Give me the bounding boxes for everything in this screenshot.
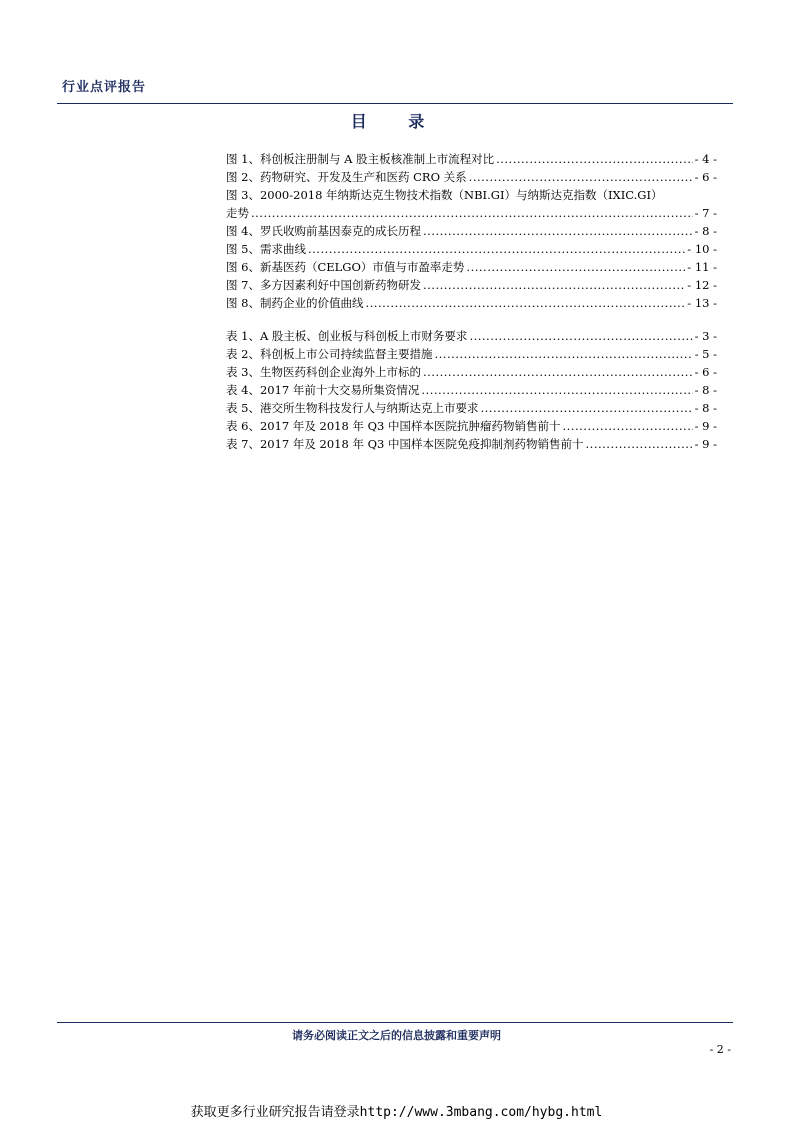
leader-dots: [563, 417, 693, 435]
toc-entry-figure-1[interactable]: [226, 150, 717, 168]
toc-entry-figure-8[interactable]: [226, 294, 717, 312]
leader-dots: [365, 294, 685, 312]
leader-dots: [480, 399, 692, 417]
toc-entry-page: - 4 -: [694, 152, 717, 166]
toc-entry-figure-5[interactable]: [226, 240, 717, 258]
toc-entry-label: 表 2、科创板上市公司持续监督主要措施: [226, 347, 433, 361]
toc-entry-label: 图 4、罗氏收购前基因泰克的成长历程: [226, 224, 421, 238]
leader-dots: [423, 363, 693, 381]
leader-dots: [251, 204, 693, 222]
toc-entry-label: 表 6、2017 年及 2018 年 Q3 中国样本医院抗肿瘤药物销售前十: [226, 419, 561, 433]
leader-dots: [469, 327, 692, 345]
toc-entry-label: 表 1、A 股主板、创业板与科创板上市财务要求: [226, 329, 468, 343]
leader-dots: [496, 150, 693, 168]
footer-divider: [57, 1022, 733, 1023]
leader-dots: [434, 345, 692, 363]
toc-entry-label: 图 7、多方因素利好中国创新药物研发: [226, 278, 421, 292]
toc-entry-page: - 12 -: [687, 278, 717, 292]
toc-entry-label: 表 5、港交所生物科技发行人与纳斯达克上市要求: [226, 401, 479, 415]
toc-entry-label: 图 3、2000-2018 年纳斯达克生物技术指数（NBI.GI）与纳斯达克指数（IXIC.GI）: [226, 188, 663, 202]
toc-entry-label: 图 6、新基医药（CELGO）市值与市盈率走势: [226, 260, 465, 274]
toc-entry-page: - 10 -: [687, 242, 717, 256]
toc-entry-figure-6[interactable]: [226, 258, 717, 276]
toc-entry-figure-4[interactable]: [226, 222, 717, 240]
toc-entry-label: 图 2、药物研究、开发及生产和医药 CRO 关系: [226, 170, 467, 184]
leader-dots: [421, 381, 692, 399]
toc-entry-label-continued: 走势: [226, 206, 249, 220]
report-type-title: 行业点评报告: [62, 80, 147, 95]
toc-entry-page: - 6 -: [694, 365, 717, 379]
table-list: [226, 327, 717, 453]
toc-entry-table-7[interactable]: [226, 435, 717, 453]
toc-entry-label: 表 4、2017 年前十大交易所集资情况: [226, 383, 420, 397]
leader-dots: [423, 222, 693, 240]
toc-entry-figure-7[interactable]: [226, 276, 717, 294]
toc-entry-page: - 5 -: [694, 347, 717, 361]
figure-list: [226, 150, 717, 312]
leader-dots: [469, 168, 693, 186]
toc-entry-page: - 9 -: [694, 419, 717, 433]
toc-entry-page: - 8 -: [694, 401, 717, 415]
promo-link-text[interactable]: 获取更多行业研究报告请登录http://www.3mbang.com/hybg.html: [190, 1105, 603, 1120]
toc-entry-table-2[interactable]: [226, 345, 717, 363]
toc-entry-figure-3[interactable]: [226, 186, 717, 204]
toc-entry-page: - 6 -: [694, 170, 717, 184]
toc-entry-label: 表 3、生物医药科创企业海外上市标的: [226, 365, 421, 379]
toc-entry-page: - 11 -: [687, 260, 717, 274]
toc-entry-figure-3-continued[interactable]: [226, 204, 717, 222]
leader-dots: [423, 276, 685, 294]
disclaimer-note: 请务必阅读正文之后的信息披露和重要声明: [292, 1029, 501, 1042]
header-divider: [57, 103, 733, 104]
toc-entry-label: 图 5、需求曲线: [226, 242, 306, 256]
leader-dots: [586, 435, 693, 453]
toc-entry-label: 图 1、科创板注册制与 A 股主板核准制上市流程对比: [226, 152, 495, 166]
toc-entry-page: - 8 -: [694, 383, 717, 397]
page-number: - 2 -: [709, 1043, 731, 1056]
toc-entry-page: - 9 -: [694, 437, 717, 451]
toc-title: 目 录: [350, 112, 443, 131]
toc-entry-table-4[interactable]: [226, 381, 717, 399]
toc-entry-page: - 7 -: [694, 206, 717, 220]
toc-entry-page: - 3 -: [694, 329, 717, 343]
toc-entry-table-6[interactable]: [226, 417, 717, 435]
leader-dots: [466, 258, 685, 276]
toc-entry-page: - 13 -: [687, 296, 717, 310]
leader-dots: [308, 240, 685, 258]
toc-entry-label: 图 8、制药企业的价值曲线: [226, 296, 364, 310]
toc-entry-figure-2[interactable]: [226, 168, 717, 186]
toc-entry-table-1[interactable]: [226, 327, 717, 345]
toc-entry-page: - 8 -: [694, 224, 717, 238]
toc-entry-table-3[interactable]: [226, 363, 717, 381]
toc-entry-label: 表 7、2017 年及 2018 年 Q3 中国样本医院免疫抑制剂药物销售前十: [226, 437, 584, 451]
toc-entry-table-5[interactable]: [226, 399, 717, 417]
